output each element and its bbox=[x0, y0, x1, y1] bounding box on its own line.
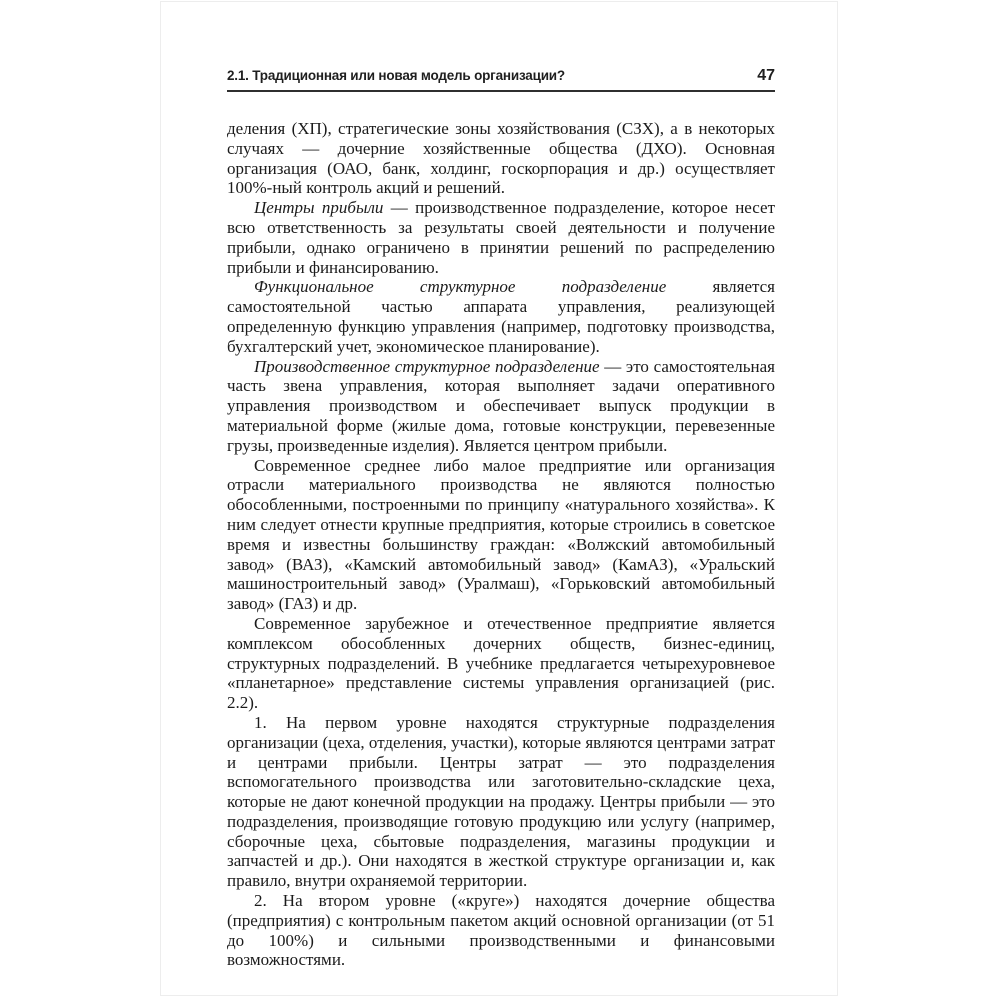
section-title: 2.1. Традиционная или новая модель организации? bbox=[227, 68, 565, 83]
paragraph-profit-centers bbox=[227, 198, 775, 277]
paragraph-modern-enterprise bbox=[227, 456, 775, 614]
paragraph-continuation bbox=[227, 119, 775, 198]
paragraph-text: — производственное подразделение, которое несет всю ответственность за результаты своей деятельности и получение прибыли, однако ограничено в принятии решений по распределению прибыли и финансированию. bbox=[227, 198, 775, 277]
paragraph-text: Современное среднее либо малое предприятие или организация отрасли материального производства не являются полностью обособленными, построенными по принципу «натурального хозяйства». К ним следует отнести крупные предприятия, которые строились в советское время и известны большинству граждан: «Волжский автомобильный завод» (ВАЗ), «Камский автомобильный завод» (КамАЗ), «Уральский машиностроительный завод» (Уралмаш), «Горьковский автомобильный завод» (ГАЗ) и др. bbox=[227, 455, 775, 614]
paragraph-text: — это самостоятельная часть звена управления, которая выполняет задачи оперативного управления производством и обеспечивает выпуск продукции в материальной форме (жилые дома, готовые конструкции, перевезенные грузы, произведенные изделия). Является центром прибыли. bbox=[227, 356, 775, 455]
book-page bbox=[160, 1, 838, 996]
paragraph-text: 1. На первом уровне находятся структурные подразделения организации (цеха, отделения, участки), которые являются центрами затрат и центрами прибыли. Центры затрат — это подразделения вспомогательного производства или заготовительно-складские цеха, которые не дают конечной продукции на продажу. Центры прибыли — это подразделения, производящие готовую продукцию или услугу (например, сборочные цеха, сбытовые подразделения, магазины продукции и запчастей и др.). Они находятся в жесткой структуре организации и, как правило, внутри охраняемой территории. bbox=[227, 712, 775, 891]
paragraph-lead: Функциональное структурное подразделение bbox=[254, 277, 667, 297]
page-number: 47 bbox=[757, 67, 775, 84]
body-text bbox=[227, 119, 775, 970]
paragraph-planetary-model bbox=[227, 614, 775, 713]
paragraph-text: деления (ХП), стратегические зоны хозяйствования (СЗХ), а в некоторых случаях — дочерние хозяйственные общества (ДХО). Основная организация (ОАО, банк, холдинг, госкорпорация и др.) осуществляет 100%-ный контроль акций и решений. bbox=[227, 119, 775, 198]
paragraph-lead: Центры прибыли bbox=[254, 198, 384, 218]
running-header bbox=[227, 67, 775, 92]
paragraph-text: 2. На втором уровне («круге») находятся дочерние общества (предприятия) с контрольным пакетом акций основной организации (от 51 до 100%) и сильными производственными и финансовыми возможностями. bbox=[227, 891, 775, 970]
paragraph-functional-unit bbox=[227, 277, 775, 356]
paragraph-production-unit bbox=[227, 357, 775, 456]
paragraph-lead: Производственное структурное подразделение bbox=[254, 356, 600, 376]
paragraph-text: Современное зарубежное и отечественное предприятие является комплексом обособленных дочерних обществ, бизнес-единиц, структурных подразделений. В учебнике предлагается четырехуровневое «планетарное» представление системы управления организацией (рис. 2.2). bbox=[227, 613, 775, 713]
paragraph-level-two bbox=[227, 891, 775, 970]
paragraph-level-one bbox=[227, 713, 775, 891]
paragraph-text: является самостоятельной частью аппарата управления, реализующей определенную функцию управления (например, подготовку производства, бухгалтерский учет, экономическое планирование). bbox=[227, 277, 775, 356]
